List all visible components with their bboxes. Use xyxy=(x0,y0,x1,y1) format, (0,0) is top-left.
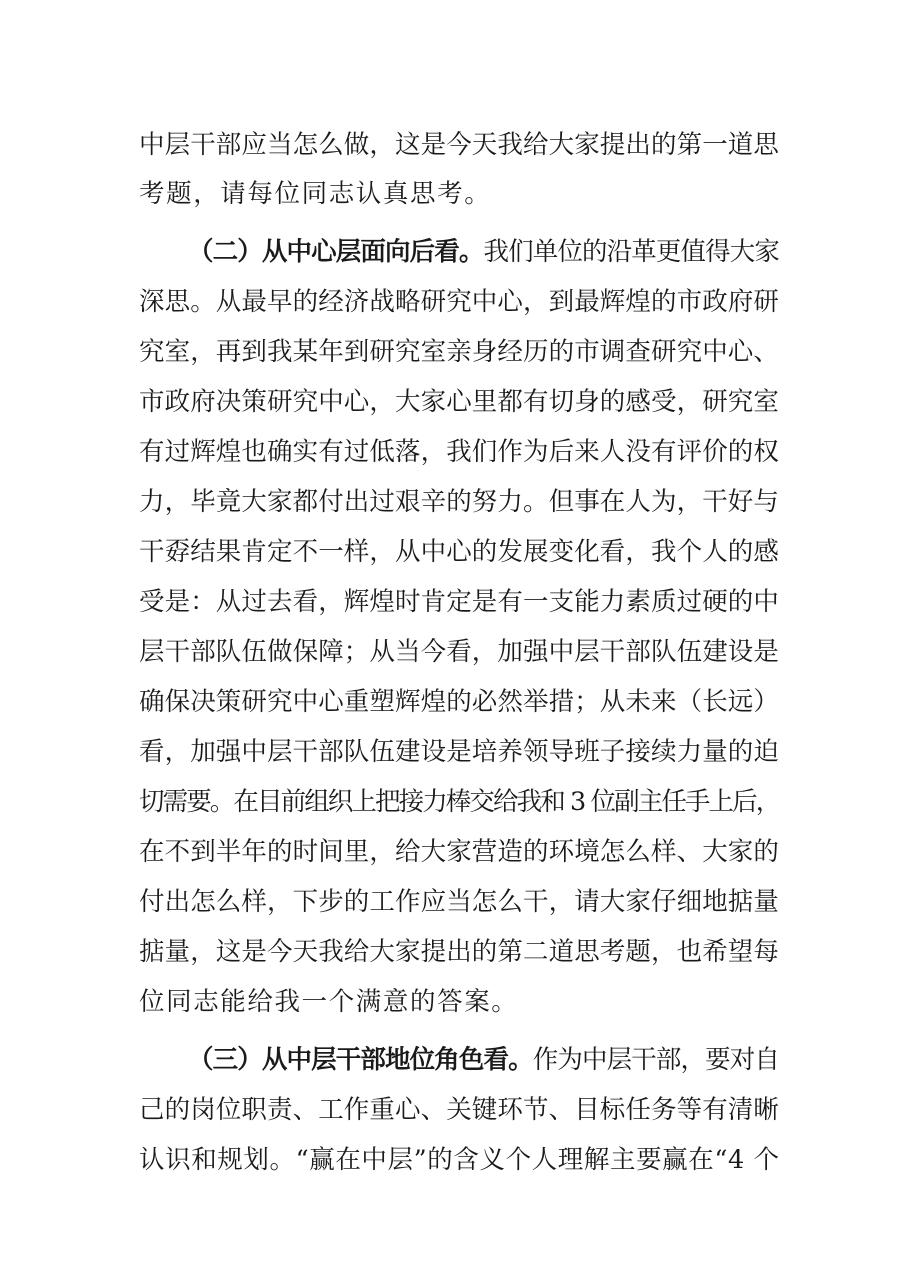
paragraph2-line: 确保决策研究中心重塑辉煌的必然举措；从未来（长远） xyxy=(139,687,780,717)
paragraph2-line: 层干部队伍做保障；从当今看，加强中层干部队伍建设是 xyxy=(139,637,780,667)
paragraph1-line-2: 考题，请每位同志认真思考。 xyxy=(139,179,492,209)
paragraph3-line: 己的岗位职责、工作重心、关键环节、目标任务等有清晰 xyxy=(139,1095,780,1125)
paragraph2-line: 切需要。在目前组织上把接力棒交给我和 3 位副主任手上后， xyxy=(139,787,780,817)
paragraph2-line: 究室，再到我某年到研究室亲身经历的市调查研究中心、 xyxy=(139,337,780,367)
paragraph2-line: 位同志能给我一个满意的答案。 xyxy=(139,987,519,1017)
paragraph2-line: 掂量，这是今天我给大家提出的第二道思考题，也希望每 xyxy=(139,937,780,967)
paragraph3-first-line xyxy=(188,1040,779,1080)
paragraph3-line: 认识和规划。“赢在中层”的含义个人理解主要赢在“4 个 xyxy=(139,1145,780,1175)
paragraph3-first-line-text: 作为中层干部，要对自 xyxy=(532,1045,779,1075)
paragraph3-heading: （三）从中层干部地位角色看。 xyxy=(188,1045,533,1075)
paragraph2-first-line-text: 我们单位的沿革更值得大家 xyxy=(483,237,780,267)
paragraph2-line: 受是：从过去看，辉煌时肯定是有一支能力素质过硬的中 xyxy=(139,587,780,617)
paragraph2-line: 付出怎么样，下步的工作应当怎么干，请大家仔细地掂量 xyxy=(139,887,780,917)
paragraph2-heading: （二）从中心层面向后看。 xyxy=(188,237,484,267)
paragraph2-line: 干孬结果肯定不一样，从中心的发展变化看，我个人的感 xyxy=(139,537,780,567)
paragraph2-line: 在不到半年的时间里，给大家营造的环境怎么样、大家的 xyxy=(139,837,780,867)
paragraph1-line-1: 中层干部应当怎么做，这是今天我给大家提出的第一道思 xyxy=(139,130,780,160)
paragraph2-line: 市政府决策研究中心，大家心里都有切身的感受，研究室 xyxy=(139,387,780,417)
paragraph2-line: 看，加强中层干部队伍建设是培养领导班子接续力量的迫 xyxy=(139,737,780,767)
paragraph2-first-line xyxy=(188,232,779,272)
paragraph2-line: 有过辉煌也确实有过低落，我们作为后来人没有评价的权 xyxy=(139,437,780,467)
paragraph2-line: 深思。从最早的经济战略研究中心，到最辉煌的市政府研 xyxy=(139,287,780,317)
paragraph2-line: 力，毕竟大家都付出过艰辛的努力。但事在人为，干好与 xyxy=(139,487,780,517)
